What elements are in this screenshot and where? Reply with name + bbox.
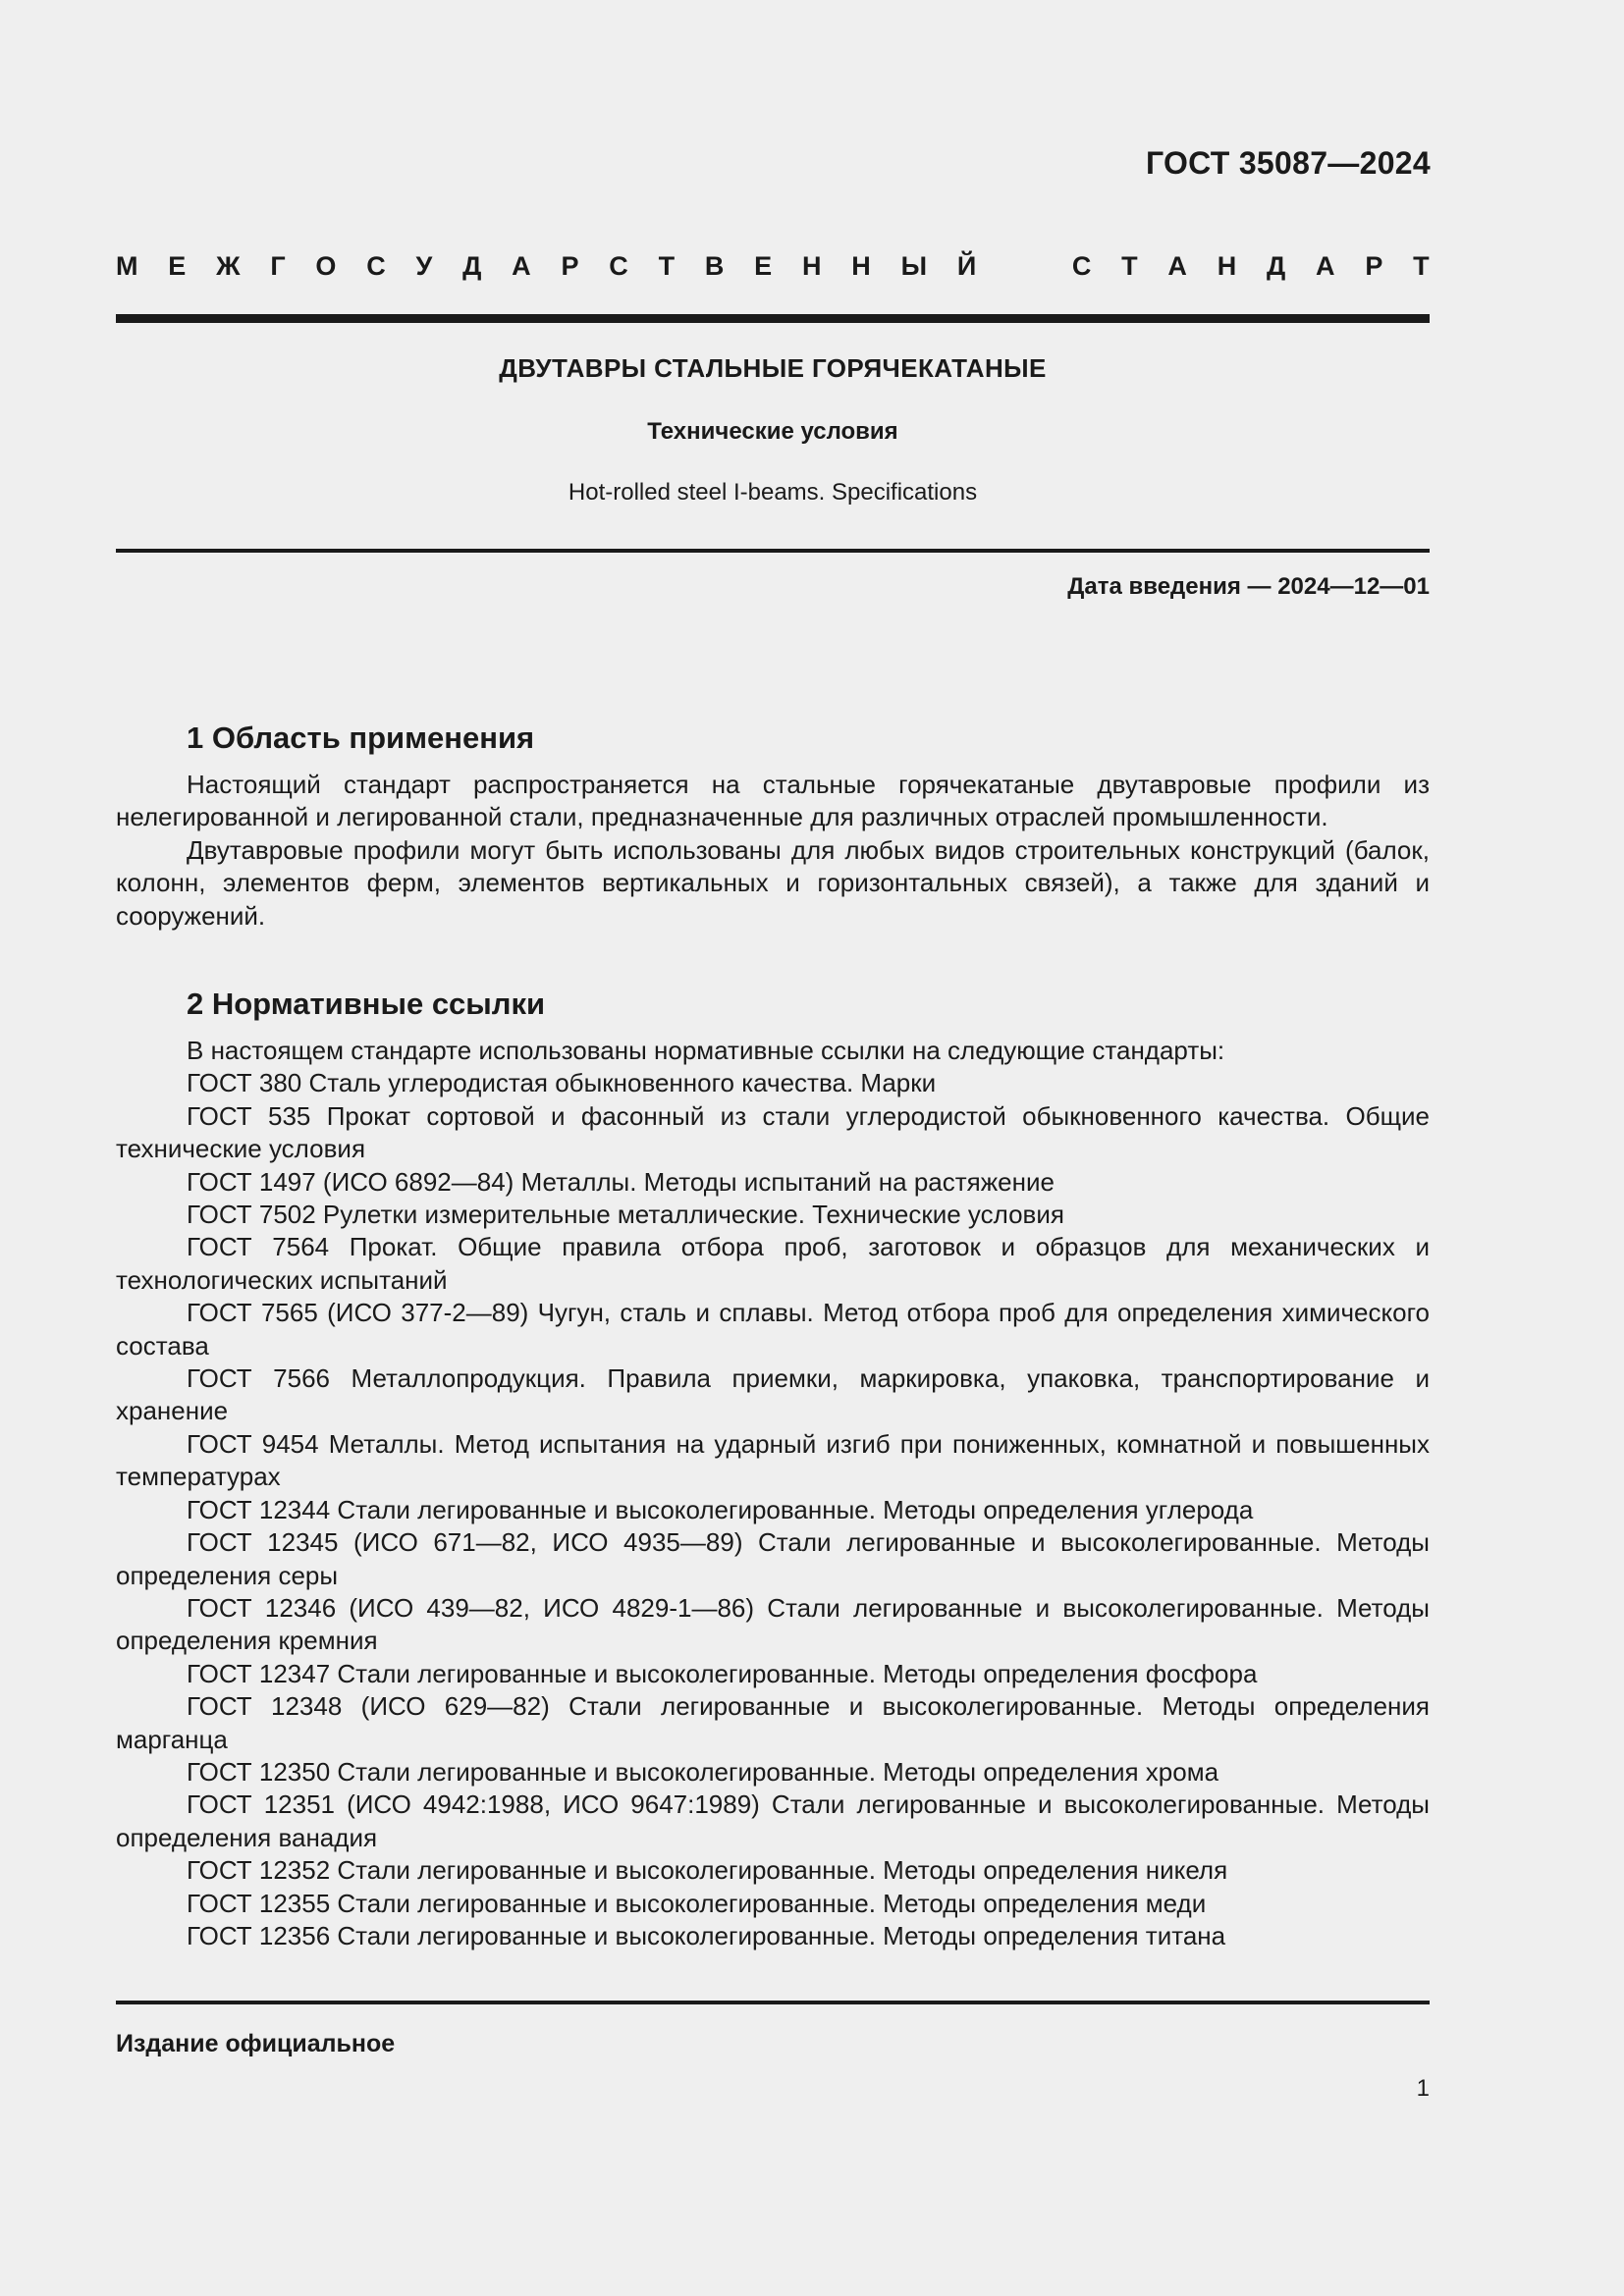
section-normative-references xyxy=(116,985,1430,1952)
reference-item: ГОСТ 9454 Металлы. Метод испытания на ударный изгиб при пониженных, комнатной и повышенных температурах xyxy=(116,1428,1430,1492)
standard-type-letter: Й xyxy=(956,251,977,281)
section-heading: 1 Область применения xyxy=(187,721,535,755)
standard-type-letter: Е xyxy=(168,251,187,281)
standard-type-letter: Р xyxy=(561,251,579,281)
reference-item: ГОСТ 12347 Стали легированные и высоколегированные. Методы определения фосфора xyxy=(187,1658,1258,1688)
standard-type-letter: А xyxy=(1316,251,1335,281)
reference-item: ГОСТ 12348 (ИСО 629—82) Стали легированные и высоколегированные. Методы определения марганца xyxy=(116,1691,1430,1754)
standard-type-letter: Т xyxy=(658,251,676,281)
paragraph: Двутавровые профили могут быть использованы для любых видов строительных конструкций (балок, колонн, элементов ферм, элементов вертикальных и горизонтальных связей), а также для зданий и сооружений. xyxy=(116,834,1430,931)
reference-item: ГОСТ 7564 Прокат. Общие правила отбора проб, заготовок и образцов для механических и технологических испытаний xyxy=(116,1232,1430,1295)
standard-type-letter: А xyxy=(1167,251,1187,281)
word-gap xyxy=(1006,251,1042,282)
reference-item: ГОСТ 12355 Стали легированные и высоколегированные. Методы определения меди xyxy=(187,1888,1207,1918)
reference-item: ГОСТ 535 Прокат сортовой и фасонный из стали углеродистой обыкновенного качества. Общие технические условия xyxy=(116,1100,1430,1164)
standard-type-heading xyxy=(116,251,1430,282)
paragraph: Настоящий стандарт распространяется на стальные горячекатаные двутавровые профили из нелегированной и легированной стали, предназначенные для различных отраслей промышленности. xyxy=(116,770,1430,832)
standard-type-letter: В xyxy=(704,251,725,281)
standard-type-letter: С xyxy=(1071,251,1092,281)
standard-number: ГОСТ 35087—2024 xyxy=(1145,145,1431,181)
standard-type-letter: Р xyxy=(1365,251,1383,281)
standard-type-letter: Н xyxy=(851,251,871,281)
page-number: 1 xyxy=(1416,2075,1430,2102)
standard-type-letter: Т xyxy=(1413,251,1430,281)
standard-type-letter: Н xyxy=(1217,251,1237,281)
reference-item: ГОСТ 12346 (ИСО 439—82, ИСО 4829-1—86) Стали легированные и высоколегированные. Методы определения кремния xyxy=(116,1592,1430,1656)
standard-type-letter: А xyxy=(512,251,531,281)
document-title: ДВУТАВРЫ СТАЛЬНЫЕ ГОРЯЧЕКАТАНЫЕ xyxy=(499,353,1047,383)
footer-divider xyxy=(116,2001,1430,2004)
header-divider xyxy=(116,314,1430,323)
standard-type-letter: Н xyxy=(801,251,822,281)
introduction-date: Дата введения — 2024—12—01 xyxy=(1067,573,1430,600)
standard-type-letter: О xyxy=(315,251,337,281)
section-heading: 2 Нормативные ссылки xyxy=(187,987,546,1021)
standard-type-letter: Д xyxy=(462,251,482,281)
reference-item: ГОСТ 7502 Рулетки измерительные металлические. Технические условия xyxy=(187,1200,1064,1230)
reference-item: ГОСТ 12352 Стали легированные и высоколегированные. Методы определения никеля xyxy=(187,1855,1228,1886)
standard-type-letter: Е xyxy=(754,251,773,281)
standard-type-letter: С xyxy=(366,251,386,281)
references-intro: В настоящем стандарте использованы нормативные ссылки на следующие стандарты: xyxy=(187,1036,1225,1065)
reference-item: ГОСТ 12345 (ИСО 671—82, ИСО 4935—89) Стали легированные и высоколегированные. Методы определения серы xyxy=(116,1527,1430,1590)
reference-item: ГОСТ 12356 Стали легированные и высоколегированные. Методы определения титана xyxy=(187,1920,1226,1950)
reference-item: ГОСТ 12344 Стали легированные и высоколегированные. Методы определения углерода xyxy=(187,1494,1254,1524)
standard-type-letter: Т xyxy=(1121,251,1138,281)
reference-item: ГОСТ 7566 Металлопродукция. Правила приемки, маркировка, упаковка, транспортирование и хранение xyxy=(116,1363,1430,1426)
official-edition-label: Издание официальное xyxy=(116,2030,396,2057)
standard-type-letter: Ы xyxy=(900,251,928,281)
standard-type-letter: Ж xyxy=(216,251,241,281)
document-subtitle: Технические условия xyxy=(647,418,898,445)
reference-item: ГОСТ 1497 (ИСО 6892—84) Металлы. Методы испытаний на растяжение xyxy=(187,1166,1055,1197)
section-scope xyxy=(116,719,1430,933)
english-title: Hot-rolled steel I-beams. Specifications xyxy=(568,479,978,506)
reference-item: ГОСТ 12350 Стали легированные и высоколегированные. Методы определения хрома xyxy=(187,1756,1219,1787)
title-divider xyxy=(116,549,1430,553)
standard-type-letter: Д xyxy=(1267,251,1286,281)
reference-item: ГОСТ 12351 (ИСО 4942:1988, ИСО 9647:1989) Стали легированные и высоколегированные. Методы определения ванадия xyxy=(116,1789,1430,1852)
standard-type-letter: С xyxy=(609,251,628,281)
standard-type-letter: У xyxy=(415,251,433,281)
reference-item: ГОСТ 380 Сталь углеродистая обыкновенного качества. Марки xyxy=(187,1068,937,1098)
standard-type-letter: Г xyxy=(270,251,286,281)
standard-type-letter: М xyxy=(116,251,138,281)
reference-item: ГОСТ 7565 (ИСО 377-2—89) Чугун, сталь и сплавы. Метод отбора проб для определения химического состава xyxy=(116,1298,1430,1361)
